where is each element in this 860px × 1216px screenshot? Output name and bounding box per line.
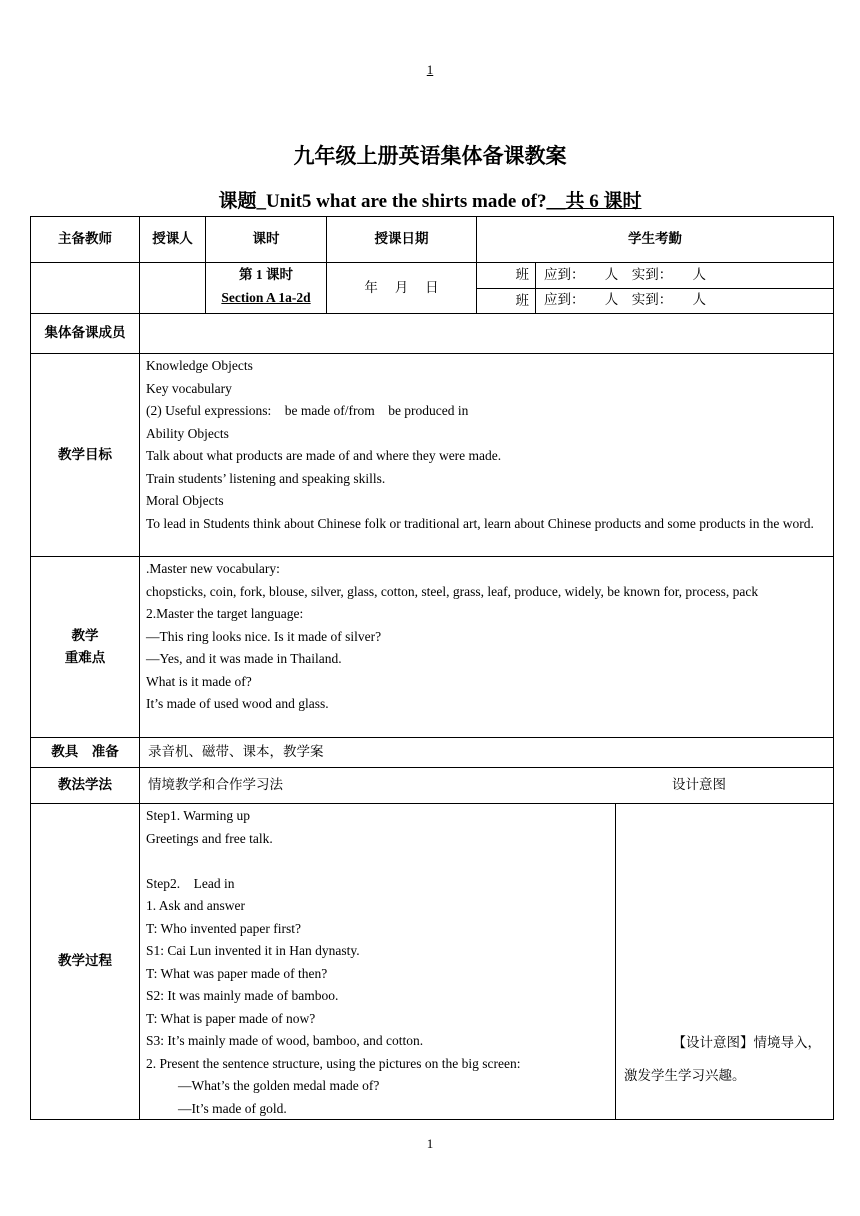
header-main-teacher-label: 主备教师	[58, 231, 112, 247]
design-intent-cell	[615, 803, 834, 1120]
key-point-line: chopsticks, coin, fork, blouse, silver, glass, cotton, steel, grass, leaf, produce, widely, be known for, process, pack	[146, 583, 759, 599]
objectives-label: 教学目标	[58, 446, 112, 462]
process-line: S2: It was mainly made of bamboo.	[146, 988, 339, 1003]
attendance-1-text: 应到： 人 实到： 人	[544, 267, 706, 282]
header-attendance-label: 学生考勤	[628, 231, 682, 247]
header-teacher	[139, 216, 206, 263]
key-point-line: —Yes, and it was made in Thailand.	[146, 651, 342, 666]
process-line: Greetings and free talk.	[146, 830, 273, 846]
tools-label: 教具 准备	[51, 744, 119, 760]
objectives-content	[139, 353, 834, 557]
process-line: —What’s the golden medal made of?	[178, 1078, 380, 1093]
key-point-line: What is it made of?	[146, 673, 252, 689]
process-label: 教学过程	[58, 953, 112, 969]
members-value-cell	[139, 313, 834, 354]
objective-line: Knowledge Objects	[146, 358, 253, 373]
subtitle-gap: __	[546, 191, 566, 212]
subtitle-periods: 共 6 课时	[565, 191, 642, 212]
process-line: 1. Ask and answer	[146, 898, 245, 913]
info-teacher-cell	[139, 262, 206, 314]
objective-line: Key vocabulary	[146, 380, 232, 396]
key-points-label-1: 教学	[71, 627, 99, 643]
objective-line: Ability Objects	[146, 425, 229, 441]
header-date	[326, 216, 477, 263]
info-period-cell	[205, 262, 327, 314]
process-line	[146, 850, 609, 873]
key-points-content	[139, 556, 834, 738]
key-points-label-2: 重难点	[64, 650, 106, 665]
header-teacher-label: 授课人	[152, 231, 193, 247]
subtitle-topic: 课题_Unit5 what are the shirts made of?	[218, 191, 547, 212]
key-point-line: .Master new vocabulary:	[146, 561, 280, 576]
header-attendance	[476, 216, 834, 263]
key-points-label-cell	[30, 556, 140, 738]
period-section: Section A 1a-2d	[221, 289, 311, 305]
process-line: T: Who invented paper first?	[146, 920, 302, 936]
key-point-line: —This ring looks nice. Is it made of silver?	[146, 628, 382, 644]
design-note-line-1: 【设计意图】情境导入，	[672, 1035, 821, 1050]
tools-label-cell	[30, 737, 140, 768]
process-content	[139, 803, 616, 1120]
attendance-2-text: 应到： 人 实到： 人	[544, 292, 706, 307]
process-line: 2. Present the sentence structure, using the pictures on the big screen:	[146, 1055, 521, 1071]
process-line: T: What is paper made of now?	[146, 1010, 316, 1026]
members-label: 集体备课成员	[44, 325, 126, 341]
methods-label: 教法学法	[58, 777, 112, 793]
info-date-cell	[326, 262, 477, 314]
header-period-label: 课时	[252, 231, 280, 247]
period-number: 第 1 课时	[239, 267, 293, 282]
page-number-top: 1	[426, 62, 434, 77]
methods-value-cell	[139, 767, 834, 804]
class-label-2-text: 班	[515, 292, 529, 308]
attendance-2	[535, 288, 834, 314]
document-title: 九年级上册英语集体备课教案	[293, 144, 567, 168]
objective-line: (2) Useful expressions: be made of/from be produced in	[146, 403, 469, 418]
design-note-line-2: 激发学生学习兴趣。	[624, 1068, 746, 1083]
header-period	[205, 216, 327, 263]
tools-value-cell	[139, 737, 834, 768]
process-line: T: What was paper made of then?	[146, 965, 328, 981]
info-main-teacher-cell	[30, 262, 140, 314]
header-main-teacher	[30, 216, 140, 263]
process-line: Step1. Warming up	[146, 808, 251, 823]
header-date-label: 授课日期	[374, 231, 429, 247]
process-line: S1: Cai Lun invented it in Han dynasty.	[146, 943, 360, 958]
key-point-line: 2.Master the target language:	[146, 606, 304, 621]
objective-line: Train students’ listening and speaking skills.	[146, 470, 386, 486]
process-line: Step2. Lead in	[146, 875, 235, 891]
objective-line: Moral Objects	[146, 493, 224, 508]
objective-line: Talk about what products are made of and where they were made.	[146, 448, 502, 463]
methods-value: 情境教学和合作学习法	[148, 777, 283, 792]
process-line: S3: It’s mainly made of wood, bamboo, and cotton.	[146, 1033, 424, 1048]
tools-value: 录音机、磁带、课本，教学案	[148, 744, 324, 759]
process-label-cell	[30, 803, 140, 1120]
design-intent-header: 设计意图	[672, 777, 726, 792]
class-label-2	[476, 288, 536, 314]
class-label-1	[476, 262, 536, 289]
key-point-line: It’s made of used wood and glass.	[146, 696, 329, 711]
members-label-cell	[30, 313, 140, 354]
objective-line: To lead in Students think about Chinese folk or traditional art, learn about Chinese products and some products in the word.	[146, 515, 814, 531]
process-line: —It’s made of gold.	[178, 1100, 287, 1116]
document-subtitle	[0, 186, 860, 213]
methods-label-cell	[30, 767, 140, 804]
page-number-bottom: 1	[426, 1136, 434, 1151]
date-value: 年 月 日	[364, 279, 439, 295]
attendance-1	[535, 262, 834, 289]
class-label-1-text: 班	[515, 267, 529, 283]
objectives-label-cell	[30, 353, 140, 557]
